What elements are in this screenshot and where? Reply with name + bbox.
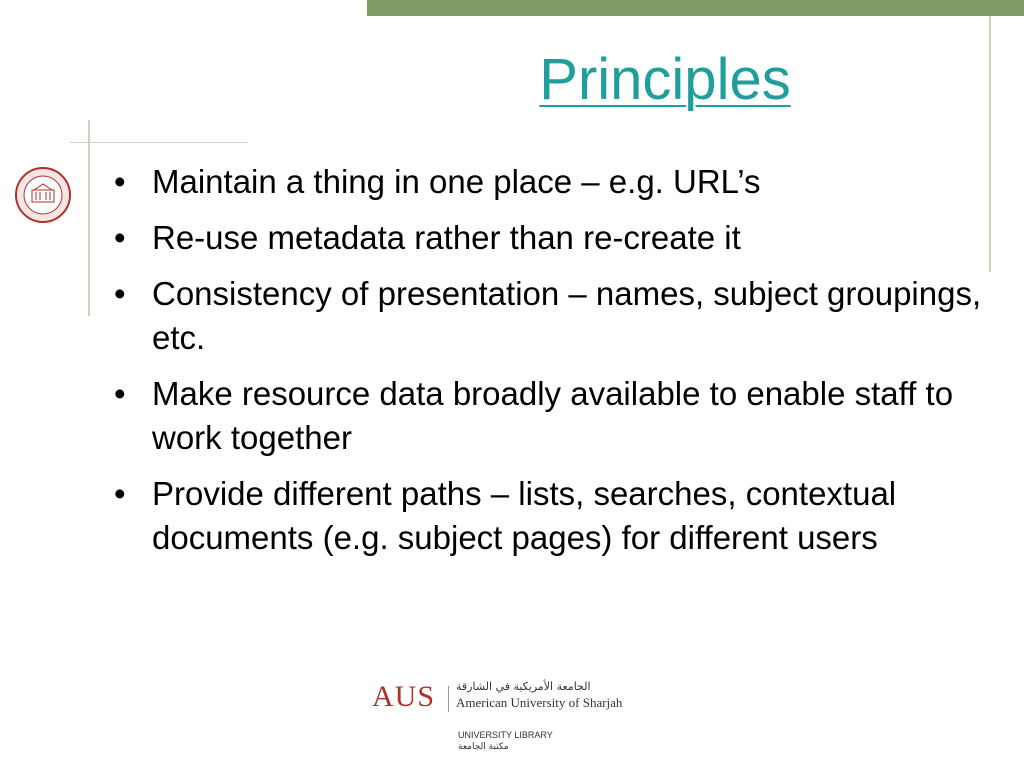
university-seal-icon [14,166,72,224]
bullet-item [112,372,992,460]
university-name-arabic: الجامعة الأمريكية في الشارقة [456,680,591,693]
bullet-text: Re-use metadata rather than re-create it [152,219,741,256]
bullet-item [112,160,992,204]
bullet-marker: • [114,275,126,312]
left-vertical-line [88,120,90,316]
bullet-item [112,472,992,560]
bullet-text: Consistency of presentation – names, subject groupings, etc. [152,275,982,356]
bullet-marker: • [114,375,126,412]
left-horizontal-line [70,142,248,143]
bullet-item [112,216,992,260]
bullet-text: Make resource data broadly available to enable staff to work together [152,375,954,456]
logo-separator [448,686,449,712]
bullet-list [112,160,992,572]
aus-logo-mark: AUS [372,680,436,713]
bullet-marker: • [114,163,126,200]
bullet-item [112,272,992,360]
bullet-marker: • [114,219,126,256]
bullet-text: Maintain a thing in one place – e.g. URL’s [152,163,761,200]
slide-title: Principles [539,47,791,112]
library-label-arabic: مكتبة الجامعة [458,742,509,752]
bullet-marker: • [114,475,126,512]
bullet-text: Provide different paths – lists, searches, contextual documents (e.g. subject pages) for different users [152,475,897,556]
top-accent-bar [367,0,1024,16]
university-library-logo [372,678,652,758]
university-name-english: American University of Sharjah [456,695,623,710]
library-label: UNIVERSITY LIBRARY [458,730,553,740]
